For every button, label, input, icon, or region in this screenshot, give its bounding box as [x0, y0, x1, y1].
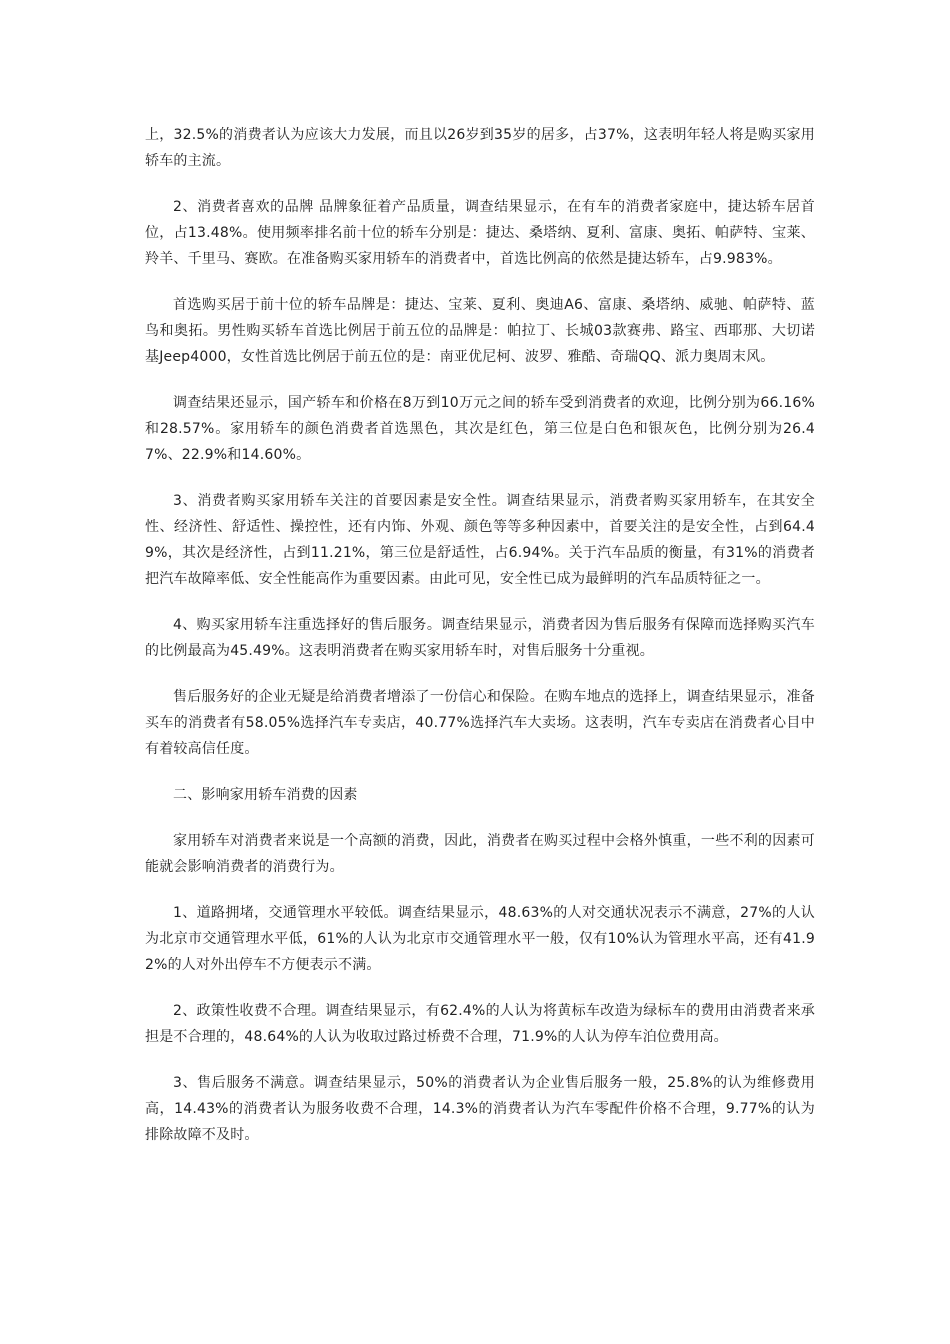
paragraph-after-sales: 4、购买家用轿车注重选择好的售后服务。调查结果显示，消费者因为售后服务有保障而选择购买汽车的比例最高为45.49%。这表明消费者在购买家用轿车时，对售后服务十分重视。 — [145, 617, 815, 659]
paragraph-policy-fees: 2、政策性收费不合理。调查结果显示，有62.4%的人认为将黄标车改造为绿标车的费用由消费者来承担是不合理的，48.64%的人认为收取过路过桥费不合理，71.9%的人认为停车泊位费用高。 — [145, 1003, 815, 1045]
paragraph-safety-factor: 3、消费者购买家用轿车关注的首要因素是安全性。调查结果显示，消费者购买家用轿车，在其安全性、经济性、舒适性、操控性，还有内饰、外观、颜色等等多种因素中，首要关注的是安全性，占到64.49%，其次是经济性，占到11.21%，第三位是舒适性，占6.94%。关于汽车品质的衡量，有31%的消费者把汽车故障率低、安全性能高作为重要因素。由此可见，安全性已成为最鲜明的汽车品质特征之一。 — [145, 493, 815, 587]
paragraph-top-ten-brands: 首选购买居于前十位的轿车品牌是：捷达、宝莱、夏利、奥迪A6、富康、桑塔纳、威驰、帕萨特、蓝鸟和奥拓。男性购买轿车首选比例居于前五位的品牌是：帕拉丁、长城03款赛弗、路宝、西耶那、大切诺基Jeep4000，女性首选比例居于前五位的是：南亚优尼柯、波罗、雅酷、奇瑞QQ、派力奥周末风。 — [145, 297, 815, 365]
paragraph-preferred-brands: 2、消费者喜欢的品牌 品牌象征着产品质量，调查结果显示，在有车的消费者家庭中，捷达轿车居首位，占13.48%。使用频率排名前十位的轿车分别是：捷达、桑塔纳、夏利、富康、奥拓、帕萨特、宝莱、羚羊、千里马、赛欧。在准备购买家用轿车的消费者中，首选比例高的依然是捷达轿车，占9.983%。 — [145, 199, 815, 267]
paragraph-traffic: 1、道路拥堵，交通管理水平较低。调查结果显示，48.63%的人对交通状况表示不满意，27%的人认为北京市交通管理水平低，61%的人认为北京市交通管理水平一般，仅有10%认为管理水平高，还有41.92%的人对外出停车不方便表示不满。 — [145, 905, 815, 973]
section-heading: 二、影响家用轿车消费的因素 — [173, 787, 358, 803]
paragraph-service-dissatisfaction: 3、售后服务不满意。调查结果显示，50%的消费者认为企业售后服务一般，25.8%的认为维修费用高，14.43%的消费者认为服务收费不合理，14.3%的消费者认为汽车零配件价格不合理，9.77%的认为排除故障不及时。 — [145, 1075, 815, 1143]
paragraph-continuation: 上，32.5%的消费者认为应该大力发展，而且以26岁到35岁的居多，占37%，这表明年轻人将是购买家用轿车的主流。 — [145, 127, 815, 169]
paragraph-price-and-color: 调查结果还显示，国产轿车和价格在8万到10万元之间的轿车受到消费者的欢迎，比例分别为66.16%和28.57%。家用轿车的颜色消费者首选黑色，其次是红色，第三位是白色和银灰色，比例分别为26.47%、22.9%和14.60%。 — [145, 395, 815, 463]
document-body — [145, 122, 815, 1168]
paragraph-section-intro: 家用轿车对消费者来说是一个高额的消费，因此，消费者在购买过程中会格外慎重，一些不利的因素可能就会影响消费者的消费行为。 — [145, 833, 815, 875]
paragraph-purchase-location: 售后服务好的企业无疑是给消费者增添了一份信心和保险。在购车地点的选择上，调查结果显示，准备买车的消费者有58.05%选择汽车专卖店，40.77%选择汽车大卖场。这表明，汽车专卖店在消费者心目中有着较高信任度。 — [145, 689, 815, 757]
